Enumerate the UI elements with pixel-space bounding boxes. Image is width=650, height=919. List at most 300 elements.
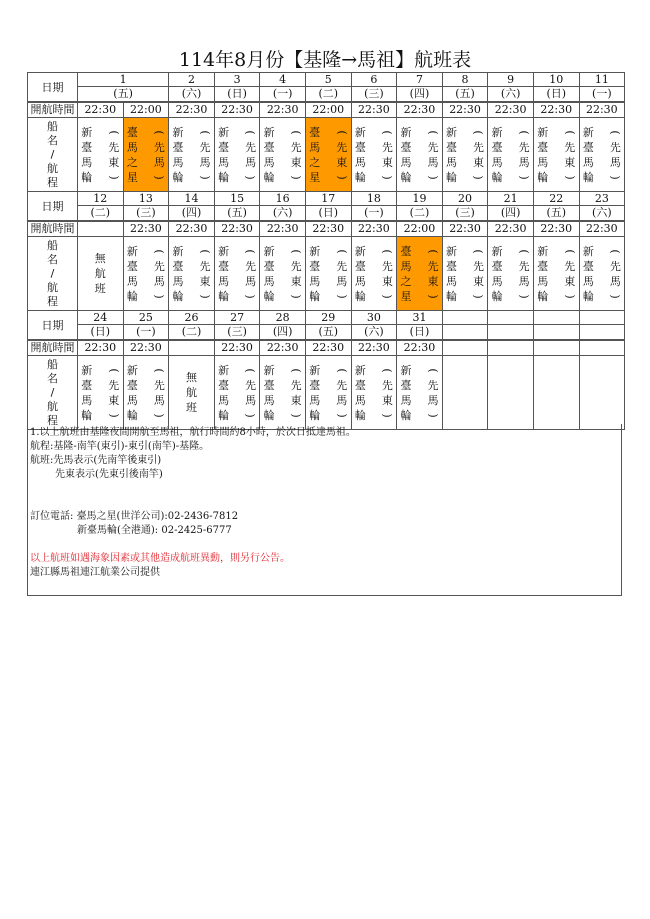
departure-time-cell: 22:30 bbox=[533, 221, 579, 237]
paren-close: ) bbox=[244, 293, 258, 299]
ship-name-char: 臺 bbox=[582, 259, 594, 273]
sailing-cell bbox=[533, 237, 579, 311]
paren-close: ) bbox=[335, 174, 349, 180]
route-char: 東 bbox=[473, 155, 485, 169]
ship-name-char: 新 bbox=[218, 363, 230, 377]
ship-name bbox=[218, 363, 229, 423]
ship-route-label-char: 名 bbox=[47, 252, 58, 266]
ship-name-char: 臺 bbox=[126, 259, 138, 273]
route-char: 先 bbox=[381, 140, 393, 154]
ship-name-char: 馬 bbox=[491, 155, 503, 169]
paren-close: ) bbox=[517, 174, 531, 180]
sailing-cell bbox=[579, 118, 625, 192]
sailing-cell bbox=[169, 118, 215, 192]
sailing-cell bbox=[78, 118, 124, 192]
departure-time-cell: 22:30 bbox=[260, 102, 306, 118]
route-char: 先 bbox=[609, 259, 621, 273]
route-char: 東 bbox=[564, 274, 576, 288]
no-sailing-char: 航 bbox=[185, 386, 197, 399]
ship-name-char: 輪 bbox=[126, 289, 138, 303]
ship-name-char: 輪 bbox=[126, 408, 138, 422]
paren-open: ( bbox=[289, 248, 303, 254]
weekday-cell: (五) bbox=[305, 325, 351, 341]
ship-name-char: 馬 bbox=[354, 155, 366, 169]
route-order bbox=[519, 244, 530, 304]
route-char: 先 bbox=[153, 378, 165, 392]
paren-open: ( bbox=[426, 367, 440, 373]
date-cell: 11 bbox=[579, 73, 625, 87]
schedule-table bbox=[27, 72, 625, 430]
ship-name-char: 臺 bbox=[400, 244, 412, 258]
route-char: 東 bbox=[427, 274, 439, 288]
ship-route-label-char: 航 bbox=[47, 280, 58, 294]
route-char: 先 bbox=[609, 140, 621, 154]
departure-time-row bbox=[28, 340, 625, 356]
route-char: 馬 bbox=[245, 393, 257, 407]
route-char: 先 bbox=[108, 378, 120, 392]
ship-name bbox=[127, 244, 138, 304]
sailing-cell bbox=[488, 237, 534, 311]
paren-close: ) bbox=[563, 174, 577, 180]
departure-time-cell: 22:30 bbox=[78, 102, 124, 118]
paren-close: ) bbox=[380, 174, 394, 180]
ship-name-char: 臺 bbox=[400, 140, 412, 154]
ship-name-char: 新 bbox=[491, 125, 503, 139]
ship-name-char: 新 bbox=[81, 363, 93, 377]
sailing-cell bbox=[214, 118, 260, 192]
paren-close: ) bbox=[152, 293, 166, 299]
ship-name-char: 馬 bbox=[309, 140, 321, 154]
ship-name bbox=[446, 125, 457, 185]
sailing-cell-taima-star bbox=[305, 118, 351, 192]
ship-name-char: 星 bbox=[126, 170, 138, 184]
paren-close: ) bbox=[380, 293, 394, 299]
ship-name-char: 新 bbox=[172, 244, 184, 258]
weekday-cell: (四) bbox=[169, 206, 215, 222]
ship-name bbox=[355, 244, 366, 304]
route-order bbox=[427, 244, 438, 304]
route-char: 馬 bbox=[245, 274, 257, 288]
date-label: 日期 bbox=[28, 73, 78, 103]
departure-time-cell bbox=[442, 340, 488, 356]
weekday-cell: (五) bbox=[533, 206, 579, 222]
ship-name-char: 新 bbox=[263, 244, 275, 258]
weekday-cell: (三) bbox=[123, 206, 169, 222]
ship-name-char: 新 bbox=[537, 125, 549, 139]
ship-name-char: 新 bbox=[309, 363, 321, 377]
paren-close: ) bbox=[426, 293, 440, 299]
sailing-cell bbox=[78, 237, 124, 311]
paren-open: ( bbox=[152, 248, 166, 254]
route-char: 先 bbox=[336, 140, 348, 154]
ship-name-char: 新 bbox=[126, 363, 138, 377]
date-cell: 7 bbox=[397, 73, 443, 87]
paren-open: ( bbox=[608, 248, 622, 254]
weekday-cell: (五) bbox=[78, 87, 169, 103]
ship-name-char: 星 bbox=[400, 289, 412, 303]
ship-name-char: 臺 bbox=[172, 140, 184, 154]
sailing-cell bbox=[214, 356, 260, 430]
ship-name bbox=[127, 363, 138, 423]
route-char: 先 bbox=[381, 378, 393, 392]
ship-name-char: 輪 bbox=[218, 408, 230, 422]
route-order bbox=[336, 363, 347, 423]
weekday-cell bbox=[442, 325, 488, 341]
ship-name bbox=[81, 363, 92, 423]
paren-open: ( bbox=[152, 367, 166, 373]
departure-time-cell: 22:30 bbox=[397, 102, 443, 118]
date-cell: 13 bbox=[123, 192, 169, 206]
date-cell: 1 bbox=[78, 73, 169, 87]
weekday-cell: (一) bbox=[260, 87, 306, 103]
ship-route-label-char: 名 bbox=[47, 133, 58, 147]
route-char: 先 bbox=[336, 378, 348, 392]
departure-time-label: 開航時間 bbox=[28, 221, 78, 237]
route-order bbox=[154, 125, 165, 185]
date-row bbox=[28, 73, 625, 87]
ship-name-char: 臺 bbox=[354, 378, 366, 392]
ship-name-char: 臺 bbox=[81, 140, 93, 154]
ship-name-char: 馬 bbox=[81, 155, 93, 169]
paren-close: ) bbox=[472, 293, 486, 299]
date-cell bbox=[533, 311, 579, 325]
ship-name-char: 臺 bbox=[309, 259, 321, 273]
ship-route-label-char: / bbox=[50, 147, 55, 161]
ship-name-char: 馬 bbox=[263, 274, 275, 288]
route-char: 東 bbox=[381, 274, 393, 288]
sailing-cell bbox=[397, 356, 443, 430]
sailing-cell bbox=[579, 356, 625, 430]
ship-name-char: 馬 bbox=[400, 259, 412, 273]
route-char: 馬 bbox=[199, 155, 211, 169]
ship-name-char: 馬 bbox=[263, 393, 275, 407]
date-cell: 10 bbox=[533, 73, 579, 87]
ship-name bbox=[127, 125, 138, 185]
date-cell: 15 bbox=[214, 192, 260, 206]
note-route: 航程:基隆-南竿(東引)-東引(南竿)-基隆。 bbox=[30, 441, 210, 452]
ship-name bbox=[172, 125, 183, 185]
date-cell: 18 bbox=[351, 192, 397, 206]
weekday-cell bbox=[488, 325, 534, 341]
ship-name-char: 新 bbox=[309, 244, 321, 258]
ship-name-char: 輪 bbox=[354, 289, 366, 303]
ship-name-char: 輪 bbox=[218, 289, 230, 303]
ship-name-char: 新 bbox=[172, 125, 184, 139]
ship-name bbox=[537, 244, 548, 304]
ship-name-char: 之 bbox=[400, 274, 412, 288]
weekday-row bbox=[28, 206, 625, 222]
ship-name bbox=[218, 244, 229, 304]
ship-name-char: 臺 bbox=[537, 140, 549, 154]
route-char: 先 bbox=[245, 378, 257, 392]
ship-route-label-char: 船 bbox=[47, 238, 58, 252]
ship-name-char: 新 bbox=[354, 244, 366, 258]
ship-route-label-char: 程 bbox=[47, 413, 58, 427]
route-char: 東 bbox=[108, 393, 120, 407]
ship-name-char: 新 bbox=[446, 244, 458, 258]
ship-name-char: 新 bbox=[263, 363, 275, 377]
ship-name-char: 新 bbox=[354, 363, 366, 377]
ship-name-char: 輪 bbox=[263, 408, 275, 422]
sailing-cell bbox=[442, 237, 488, 311]
ship-name bbox=[309, 244, 320, 304]
paren-close: ) bbox=[563, 293, 577, 299]
route-char: 先 bbox=[473, 140, 485, 154]
paren-open: ( bbox=[107, 367, 121, 373]
ship-name-char: 馬 bbox=[400, 393, 412, 407]
ship-name-char: 臺 bbox=[263, 378, 275, 392]
ship-name-char: 臺 bbox=[446, 140, 458, 154]
paren-open: ( bbox=[107, 129, 121, 135]
note-legend-ma: 航班:先馬表示(先南竿後東引) bbox=[30, 455, 162, 466]
weekday-cell bbox=[533, 325, 579, 341]
ship-name-char: 之 bbox=[126, 155, 138, 169]
ship-name-char: 臺 bbox=[218, 378, 230, 392]
route-order bbox=[519, 125, 530, 185]
route-char: 東 bbox=[564, 155, 576, 169]
route-order bbox=[427, 125, 438, 185]
date-cell: 27 bbox=[214, 311, 260, 325]
route-char: 先 bbox=[427, 259, 439, 273]
ship-name-char: 輪 bbox=[400, 408, 412, 422]
date-cell: 4 bbox=[260, 73, 306, 87]
paren-close: ) bbox=[152, 412, 166, 418]
route-char: 馬 bbox=[153, 393, 165, 407]
ship-route-row bbox=[28, 356, 625, 430]
ship-name-char: 馬 bbox=[537, 274, 549, 288]
departure-time-cell: 22:30 bbox=[351, 340, 397, 356]
sailing-cell bbox=[169, 237, 215, 311]
route-order bbox=[108, 363, 119, 423]
notes-box bbox=[27, 424, 622, 596]
paren-close: ) bbox=[289, 412, 303, 418]
weekday-cell: (日) bbox=[305, 206, 351, 222]
ship-name-char: 輪 bbox=[400, 170, 412, 184]
ship-name bbox=[400, 244, 411, 304]
ship-name-char: 馬 bbox=[81, 393, 93, 407]
ship-route-label bbox=[28, 356, 78, 430]
departure-time-label: 開航時間 bbox=[28, 340, 78, 356]
ship-route-label-char: 船 bbox=[47, 357, 58, 371]
paren-open: ( bbox=[563, 129, 577, 135]
ship-name bbox=[264, 244, 275, 304]
ship-name-char: 輪 bbox=[81, 170, 93, 184]
weekday-cell: (六) bbox=[169, 87, 215, 103]
date-cell: 31 bbox=[397, 311, 443, 325]
no-sailing-char: 班 bbox=[185, 401, 197, 414]
paren-close: ) bbox=[608, 293, 622, 299]
ship-name-char: 臺 bbox=[491, 259, 503, 273]
sailing-cell bbox=[488, 118, 534, 192]
paren-open: ( bbox=[244, 248, 258, 254]
ship-name-char: 輪 bbox=[446, 170, 458, 184]
departure-time-cell: 22:30 bbox=[169, 102, 215, 118]
ship-name-char: 馬 bbox=[446, 155, 458, 169]
route-char: 東 bbox=[381, 155, 393, 169]
route-order bbox=[382, 244, 393, 304]
route-char: 東 bbox=[336, 155, 348, 169]
ship-route-label-char: / bbox=[50, 385, 55, 399]
date-cell: 24 bbox=[78, 311, 124, 325]
paren-close: ) bbox=[608, 174, 622, 180]
date-cell: 22 bbox=[533, 192, 579, 206]
date-cell: 23 bbox=[579, 192, 625, 206]
paren-open: ( bbox=[152, 129, 166, 135]
ship-name-char: 馬 bbox=[354, 274, 366, 288]
ship-route-label bbox=[28, 237, 78, 311]
departure-time-cell bbox=[169, 340, 215, 356]
route-char: 先 bbox=[518, 140, 530, 154]
paren-open: ( bbox=[563, 248, 577, 254]
date-cell bbox=[488, 311, 534, 325]
weekday-cell: (二) bbox=[78, 206, 124, 222]
ship-name-char: 輪 bbox=[309, 408, 321, 422]
route-char: 先 bbox=[245, 140, 257, 154]
weekday-cell: (一) bbox=[351, 206, 397, 222]
ship-name-char: 臺 bbox=[263, 259, 275, 273]
departure-time-cell: 22:30 bbox=[123, 340, 169, 356]
date-cell: 30 bbox=[351, 311, 397, 325]
paren-close: ) bbox=[380, 412, 394, 418]
paren-close: ) bbox=[472, 174, 486, 180]
ship-name-char: 馬 bbox=[446, 274, 458, 288]
sailing-cell bbox=[123, 356, 169, 430]
ship-name bbox=[264, 125, 275, 185]
route-order bbox=[473, 244, 484, 304]
ship-name-char: 馬 bbox=[126, 274, 138, 288]
booking-label: 訂位電話: bbox=[30, 511, 74, 522]
date-cell: 21 bbox=[488, 192, 534, 206]
ship-name bbox=[355, 363, 366, 423]
paren-open: ( bbox=[335, 248, 349, 254]
ship-name bbox=[492, 244, 503, 304]
ship-name-char: 馬 bbox=[582, 274, 594, 288]
ship-name bbox=[446, 244, 457, 304]
weekday-cell: (日) bbox=[78, 325, 124, 341]
paren-open: ( bbox=[517, 248, 531, 254]
route-char: 東 bbox=[473, 274, 485, 288]
paren-open: ( bbox=[289, 129, 303, 135]
route-char: 先 bbox=[564, 140, 576, 154]
route-order bbox=[154, 244, 165, 304]
route-order bbox=[336, 244, 347, 304]
route-order bbox=[108, 125, 119, 185]
departure-time-cell: 22:30 bbox=[351, 102, 397, 118]
ship-name-char: 輪 bbox=[537, 170, 549, 184]
ship-name-char: 馬 bbox=[309, 274, 321, 288]
no-sailing-char: 班 bbox=[94, 282, 106, 295]
no-sailing-text bbox=[95, 251, 106, 296]
sailing-cell bbox=[533, 356, 579, 430]
paren-open: ( bbox=[244, 367, 258, 373]
weekday-cell: (六) bbox=[488, 87, 534, 103]
paren-open: ( bbox=[380, 129, 394, 135]
weekday-cell: (四) bbox=[488, 206, 534, 222]
route-char: 馬 bbox=[336, 274, 348, 288]
ship-name-char: 馬 bbox=[263, 155, 275, 169]
ship-name-char: 臺 bbox=[446, 259, 458, 273]
route-order bbox=[427, 363, 438, 423]
departure-time-cell: 22:30 bbox=[260, 340, 306, 356]
sailing-cell bbox=[123, 237, 169, 311]
paren-open: ( bbox=[380, 248, 394, 254]
departure-time-cell: 22:30 bbox=[488, 102, 534, 118]
paren-open: ( bbox=[380, 367, 394, 373]
booking-new-taima: 新臺馬輪(全港通): 02-2425-6777 bbox=[77, 525, 232, 536]
ship-name-char: 馬 bbox=[126, 393, 138, 407]
ship-name-char: 新 bbox=[582, 244, 594, 258]
date-cell: 14 bbox=[169, 192, 215, 206]
ship-route-label bbox=[28, 118, 78, 192]
ship-name bbox=[492, 125, 503, 185]
ship-name-char: 輪 bbox=[354, 408, 366, 422]
ship-name-char: 臺 bbox=[218, 140, 230, 154]
route-char: 馬 bbox=[427, 155, 439, 169]
route-order bbox=[382, 363, 393, 423]
paren-open: ( bbox=[335, 129, 349, 135]
paren-close: ) bbox=[244, 412, 258, 418]
departure-time-cell: 22:30 bbox=[533, 102, 579, 118]
ship-name-char: 新 bbox=[446, 125, 458, 139]
departure-time-cell bbox=[533, 340, 579, 356]
ship-name-char: 馬 bbox=[354, 393, 366, 407]
sailing-cell bbox=[488, 356, 534, 430]
date-cell: 29 bbox=[305, 311, 351, 325]
ship-route-label-char: 程 bbox=[47, 175, 58, 189]
ship-name-char: 馬 bbox=[126, 140, 138, 154]
no-sailing-text bbox=[186, 370, 197, 415]
paren-close: ) bbox=[289, 174, 303, 180]
paren-open: ( bbox=[244, 129, 258, 135]
route-char: 先 bbox=[153, 140, 165, 154]
departure-time-cell: 22:30 bbox=[351, 221, 397, 237]
paren-open: ( bbox=[289, 367, 303, 373]
weekday-cell: (六) bbox=[260, 206, 306, 222]
departure-time-cell: 22:00 bbox=[123, 102, 169, 118]
route-char: 東 bbox=[199, 274, 211, 288]
date-row bbox=[28, 192, 625, 206]
ship-route-label-char: 航 bbox=[47, 399, 58, 413]
weekday-cell: (三) bbox=[442, 206, 488, 222]
sailing-cell bbox=[442, 356, 488, 430]
route-char: 馬 bbox=[153, 155, 165, 169]
paren-open: ( bbox=[198, 129, 212, 135]
ship-name-char: 新 bbox=[126, 244, 138, 258]
route-char: 東 bbox=[381, 393, 393, 407]
ship-name-char: 新 bbox=[218, 244, 230, 258]
ship-name bbox=[537, 125, 548, 185]
paren-open: ( bbox=[517, 129, 531, 135]
ship-name-char: 之 bbox=[309, 155, 321, 169]
ship-name-char: 輪 bbox=[81, 408, 93, 422]
departure-time-cell: 22:30 bbox=[488, 221, 534, 237]
no-sailing-char: 無 bbox=[185, 371, 197, 384]
route-char: 馬 bbox=[245, 155, 257, 169]
route-order bbox=[154, 363, 165, 423]
ship-name-char: 星 bbox=[309, 170, 321, 184]
ship-name-char: 新 bbox=[81, 125, 93, 139]
paren-open: ( bbox=[426, 248, 440, 254]
route-order bbox=[336, 125, 347, 185]
ship-name bbox=[172, 244, 183, 304]
ship-name bbox=[264, 363, 275, 423]
paren-close: ) bbox=[107, 412, 121, 418]
route-char: 東 bbox=[108, 155, 120, 169]
ship-name-char: 馬 bbox=[218, 393, 230, 407]
note-line-1: 1.以上航班由基隆夜間開航至馬祖，航行時間約8小時，於次日抵達馬祖。 bbox=[30, 427, 356, 438]
weekday-cell: (二) bbox=[305, 87, 351, 103]
ship-name-char: 臺 bbox=[126, 125, 138, 139]
